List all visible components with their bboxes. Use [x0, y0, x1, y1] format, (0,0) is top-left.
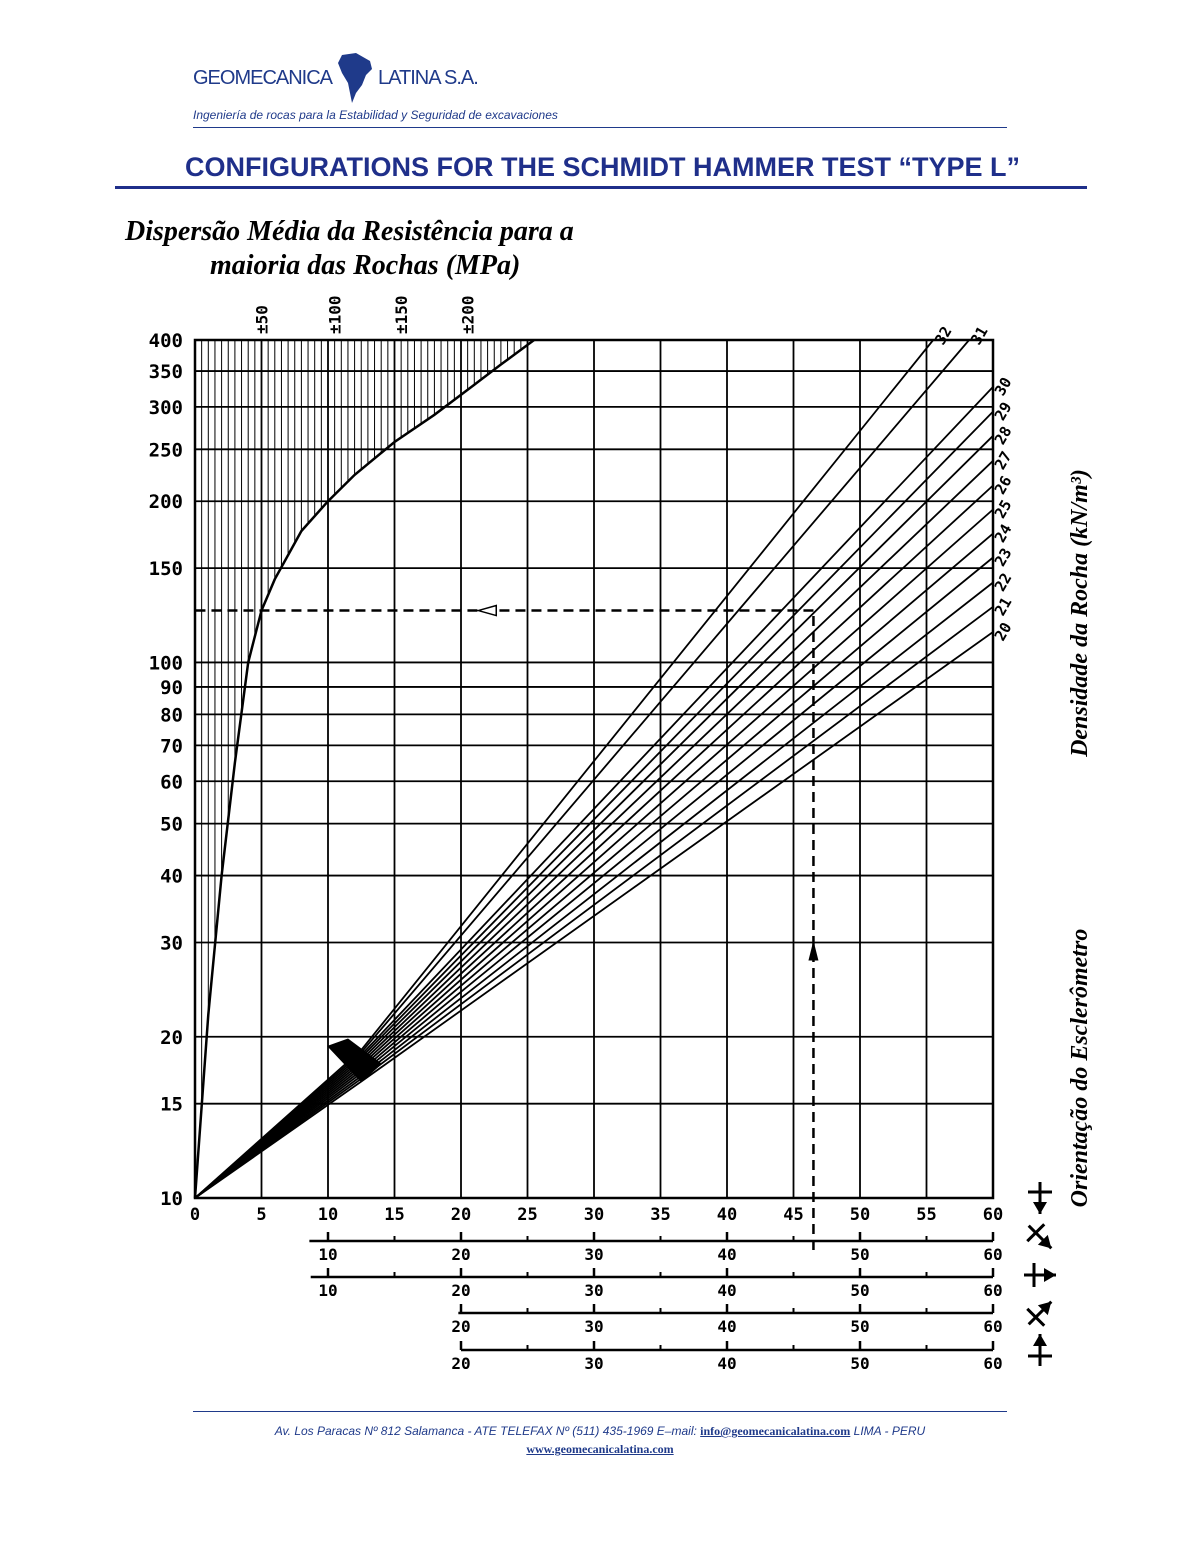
density-label: 24 [990, 520, 1016, 546]
x-tick-label: 5 [256, 1205, 267, 1225]
dispersion-label: ±150 [392, 295, 412, 334]
y-tick-label: 60 [160, 771, 183, 794]
density-label: 29 [990, 398, 1016, 424]
density-label: 32 [931, 323, 956, 348]
footer-divider [193, 1411, 1007, 1412]
chart-title-line1: Dispersão Média da Resistência para a [125, 216, 574, 247]
y-tick-label: 70 [160, 735, 183, 758]
density-label: 23 [990, 544, 1016, 570]
density-label: 30 [990, 374, 1016, 399]
orientation-scale-label: 20 [451, 1354, 471, 1373]
x-tick-label: 30 [583, 1205, 605, 1225]
page-title: CONFIGURATIONS FOR THE SCHMIDT HAMMER TEST “TYPE L” [185, 152, 1020, 182]
company-logo [193, 52, 1007, 104]
y-tick-label: 90 [160, 676, 183, 699]
orientation-scale-label: 40 [717, 1354, 737, 1373]
y-tick-label: 250 [148, 439, 183, 462]
dispersion-label: ±200 [458, 295, 478, 334]
orientation-scale-label: 10 [318, 1245, 338, 1264]
y-tick-label: 200 [148, 491, 183, 514]
density-line [195, 340, 933, 1198]
orientation-scale-label: 60 [983, 1354, 1003, 1373]
y-tick-label: 300 [148, 396, 183, 419]
example-left-arrow [478, 606, 496, 616]
density-label: 22 [990, 569, 1016, 595]
y-tick-label: 400 [148, 330, 183, 352]
x-tick-label: 50 [849, 1205, 871, 1225]
density-label: 20 [990, 619, 1016, 644]
y-tick-label: 100 [148, 652, 183, 675]
orientation-scale-label: 60 [983, 1245, 1003, 1264]
example-reading [195, 606, 818, 1250]
example-up-arrow [808, 941, 818, 961]
hammer-orientation-icon [1028, 1182, 1052, 1214]
dispersion-label: ±100 [325, 295, 345, 334]
y-tick-label: 10 [160, 1188, 183, 1210]
footer-address: Av. Los Paracas Nº 812 Salamanca - ATE TELEFAX Nº (511) 435-1969 E–mail: [274, 1424, 697, 1438]
footer-website-link[interactable]: www.geomecanicalatina.com [526, 1442, 674, 1456]
orientation-scale-label: 50 [850, 1245, 870, 1264]
footer-email-link[interactable]: info@geomecanicalatina.com [700, 1424, 851, 1438]
hammer-orientation-icon [1020, 1217, 1060, 1257]
orientation-axis-label: Orientação do Esclerômetro [1067, 928, 1093, 1208]
company-tagline: Ingeniería de rocas para la Estabilidad y Seguridad de excavaciones [193, 108, 558, 122]
x-tick-label: 20 [450, 1205, 472, 1225]
x-tick-label: 0 [189, 1205, 201, 1225]
y-tick-label: 30 [160, 932, 183, 955]
footer-city: LIMA - PERU [853, 1424, 926, 1438]
density-label: 31 [966, 323, 992, 348]
orientation-scale-label: 30 [584, 1317, 604, 1336]
y-tick-label: 150 [148, 558, 183, 581]
orientation-scale-label: 60 [983, 1281, 1003, 1300]
letterhead [193, 52, 1007, 122]
dispersion-label: ±50 [252, 305, 272, 334]
orientation-scale-label: 20 [451, 1317, 471, 1336]
orientation-icons [1020, 1182, 1060, 1366]
orientation-scale-label: 40 [717, 1245, 737, 1264]
page-footer [100, 1422, 1100, 1458]
orientation-scale-label: 30 [584, 1354, 604, 1373]
density-label: 25 [990, 496, 1016, 522]
orientation-scale-label: 50 [850, 1354, 870, 1373]
x-tick-label: 40 [716, 1205, 738, 1225]
orientation-scale-label: 10 [318, 1281, 338, 1300]
density-label: 26 [990, 472, 1016, 498]
y-tick-label: 50 [160, 813, 183, 836]
orientation-scale-label: 20 [451, 1245, 471, 1264]
orientation-scale-label: 20 [451, 1281, 471, 1300]
x-tick-label: 45 [783, 1205, 804, 1225]
x-tick-label: 10 [317, 1205, 339, 1225]
orientation-scale-label: 40 [717, 1281, 737, 1300]
density-line [195, 340, 969, 1198]
x-tick-label: 55 [916, 1205, 937, 1225]
hammer-orientation-icon [1028, 1334, 1052, 1366]
y-tick-label: 40 [160, 865, 183, 888]
logo-text-right: LATINA S.A. [378, 66, 478, 89]
orientation-scale-label: 50 [850, 1317, 870, 1336]
chart-title-line2: maioria das Rochas (MPa) [210, 250, 521, 281]
density-label: 27 [990, 448, 1016, 473]
hammer-orientation-icon [1020, 1293, 1060, 1333]
y-tick-label: 350 [148, 361, 183, 384]
south-america-icon [336, 53, 374, 103]
y-tick-label: 80 [160, 704, 183, 727]
axis-labels [149, 295, 1016, 1225]
x-tick-label: 25 [517, 1205, 538, 1225]
density-axis-label: Densidade da Rocha (kN/m³) [1067, 469, 1093, 757]
x-tick-label: 60 [982, 1205, 1004, 1225]
orientation-scale-label: 40 [717, 1317, 737, 1336]
y-tick-label: 20 [160, 1026, 183, 1049]
orientation-scale-label: 30 [584, 1281, 604, 1300]
chart-svg [100, 200, 1110, 1415]
logo-text-left: GEOMECANICA [193, 66, 333, 89]
orientation-scale-label: 30 [584, 1245, 604, 1264]
hammer-orientation-icon [1024, 1263, 1056, 1287]
orientation-scale-label: 60 [983, 1317, 1003, 1336]
y-tick-label: 15 [160, 1093, 183, 1116]
density-label: 28 [990, 423, 1016, 448]
schmidt-hammer-chart [100, 200, 1110, 1415]
header-divider [193, 127, 1007, 128]
x-tick-label: 35 [650, 1205, 671, 1225]
orientation-scales [309, 1232, 1002, 1373]
density-label: 21 [990, 594, 1016, 619]
title-underline [115, 186, 1087, 189]
orientation-scale-label: 50 [850, 1281, 870, 1300]
x-tick-label: 15 [384, 1205, 405, 1225]
